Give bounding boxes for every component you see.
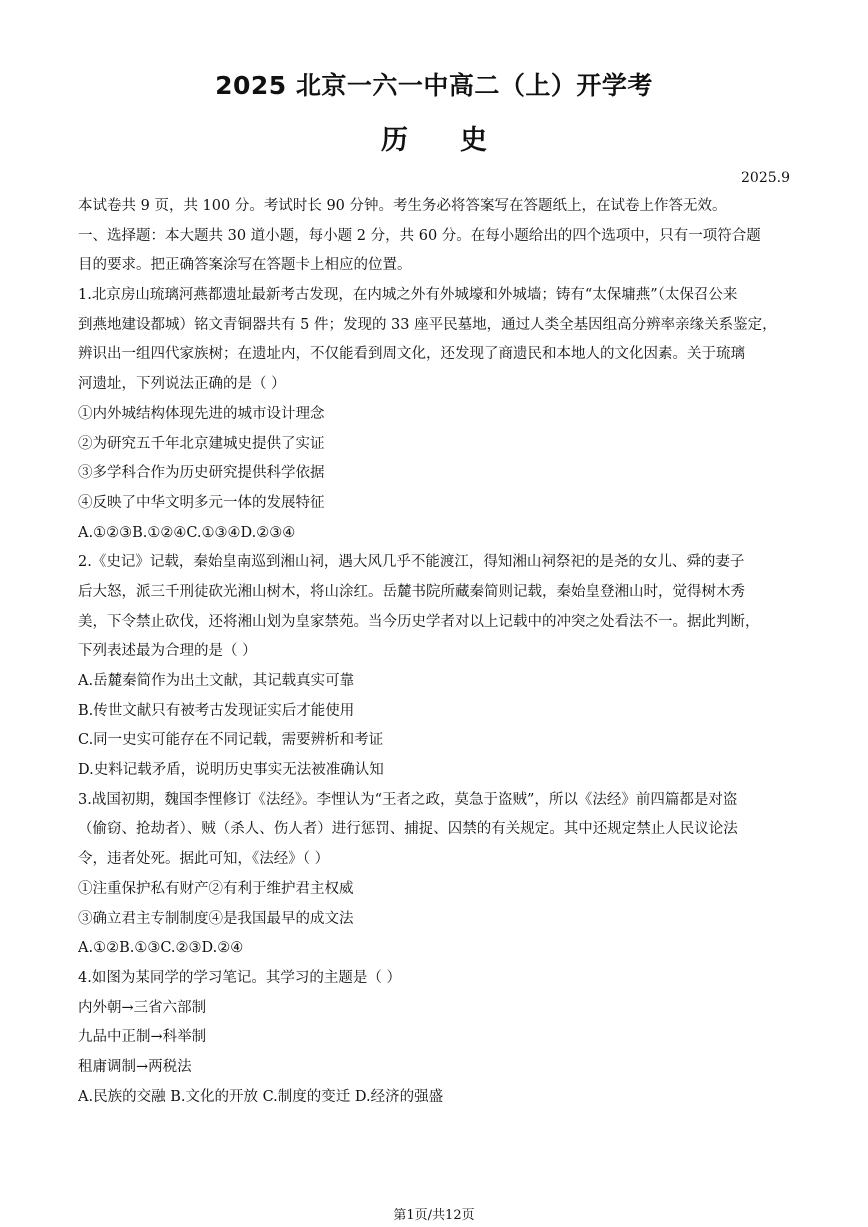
instructions-line: 本试卷共 9 页，共 100 分。考试时长 90 分钟。考生务必将答案写在答题纸上，在试卷上作答无效。 xyxy=(78,198,727,214)
question-1-options: A.①②③B.①②④C.①③④D.②③④ xyxy=(78,524,296,541)
section-heading-line: 一、选择题：本大题共 30 道小题，每小题 2 分，共 60 分。在每小题给出的四个选项中，只有一项符合题 xyxy=(78,227,761,244)
question-2-stem: 美，下令禁止砍伐，还将湘山划为皇家禁苑。当今历史学者对以上记载中的冲突之处看法不一。据此判断， xyxy=(78,613,760,630)
question-4-options: A.民族的交融 B.文化的开放 C.制度的变迁 D.经济的强盛 xyxy=(78,1088,444,1105)
question-1-stem: 河遗址，下列说法正确的是（ ） xyxy=(78,376,286,393)
question-3-statement: ①注重保护私有财产②有利于维护君主权威 xyxy=(78,880,354,897)
page-number: 第1页/共12页 xyxy=(393,1208,475,1223)
exam-date: 2025.9 xyxy=(741,170,790,186)
question-2-option: B.传世文献只有被考古发现证实后才能使用 xyxy=(78,702,355,719)
question-4-note: 九品中正制→科举制 xyxy=(78,1029,207,1046)
question-4-note: 内外朝→三省六部制 xyxy=(78,999,207,1016)
question-3-options: A.①②B.①③C.②③D.②④ xyxy=(78,940,244,957)
question-2-stem: 下列表述最为合理的是（ ） xyxy=(78,643,257,660)
question-1-stem: 1.北京房山琉璃河燕都遗址最新考古发现，在内城之外有外城壕和外城墙；铸有“太保墉燕”（太保召公来 xyxy=(78,287,738,304)
question-3-statement: ③确立君主专制制度④是我国最早的成文法 xyxy=(78,910,354,927)
question-4-stem: 4.如图为某同学的学习笔记。其学习的主题是（ ） xyxy=(78,969,401,986)
question-2-stem: 2.《史记》记载，秦始皇南巡到湘山祠，遇大风几乎不能渡江，得知湘山祠祭祀的是尧的女儿、舜的妻子 xyxy=(78,554,745,571)
question-1-statement: ①内外城结构体现先进的城市设计理念 xyxy=(78,405,325,422)
exam-content xyxy=(78,192,800,1112)
question-3-stem: 令，违者处死。据此可知，《法经》（ ） xyxy=(78,851,330,868)
question-2-option: D.史料记载矛盾，说明历史事实无法被准确认知 xyxy=(78,762,384,779)
question-1-statement: ③多学科合作为历史研究提供科学依据 xyxy=(78,465,325,482)
question-2-stem: 后大怒，派三千刑徒砍光湘山树木，将山涂红。岳麓书院所藏秦简则记载，秦始皇登湘山时，觉得树木秀 xyxy=(78,583,745,600)
subject-heading: 历史 xyxy=(381,125,539,156)
question-3-stem: （偷窃、抢劫者）、贼（杀人、伤人者）进行惩罚、捕捉、囚禁的有关规定。其中还规定禁止人民议论法 xyxy=(78,821,738,838)
question-2-option: A.岳麓秦简作为出土文献，其记载真实可靠 xyxy=(78,673,355,689)
question-2-option: C.同一史实可能存在不同记载，需要辨析和考证 xyxy=(78,732,384,749)
question-3-stem: 3.战国初期，魏国李悝修订《法经》。李悝认为“王者之政，莫急于盗贼”，所以《法经》前四篇都是对盗 xyxy=(78,791,738,808)
exam-title: 2025 北京一六一中高二（上）开学考 xyxy=(215,71,653,100)
question-1-stem: 辨识出一组四代家族树；在遗址内，不仅能看到周文化，还发现了商遗民和本地人的文化因素。关于琉璃 xyxy=(78,346,745,363)
section-heading-line: 目的要求。把正确答案涂写在答题卡上相应的位置。 xyxy=(78,257,412,274)
question-1-statement: ②为研究五千年北京建城史提供了实证 xyxy=(78,435,325,452)
question-4-note: 租庸调制→两税法 xyxy=(78,1058,192,1075)
question-1-statement: ④反映了中华文明多元一体的发展特征 xyxy=(78,494,325,511)
question-1-stem: 到燕地建设都城）铭文青铜器共有 5 件；发现的 33 座平民墓地，通过人类全基因组高分辨率亲缘关系鉴定， xyxy=(78,316,777,333)
